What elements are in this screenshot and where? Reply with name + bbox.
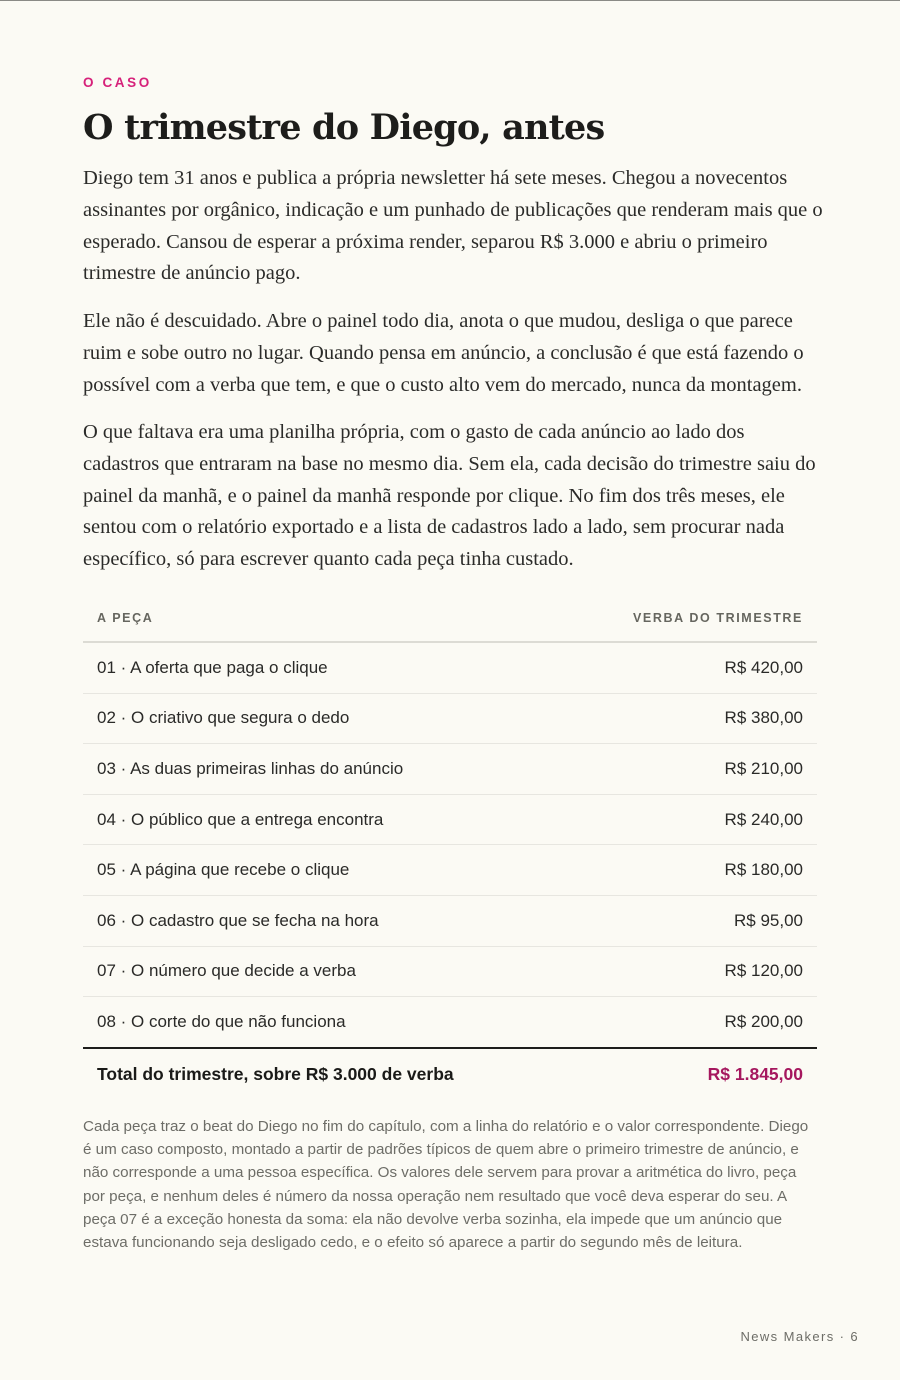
piece-amount: R$ 380,00	[568, 693, 817, 744]
table-row	[83, 794, 817, 845]
piece-name: 04 · O público que a entrega encontra	[83, 794, 568, 845]
section-kicker: O CASO	[83, 75, 152, 90]
piece-amount: R$ 420,00	[568, 642, 817, 693]
budget-table	[83, 594, 817, 1101]
total-row	[83, 1048, 817, 1101]
intro-paragraph-1: Diego tem 31 anos e publica a própria newsletter há sete meses. Chegou a novecentos assinantes por orgânico, indicação e um punhado de publicações que renderam mais que o esperado. Cansou de esperar a próxima render, separou R$ 3.000 e abriu o primeiro trimestre de anúncio pago.	[83, 167, 823, 285]
piece-name: 07 · O número que decide a verba	[83, 946, 568, 997]
piece-name: 02 · O criativo que segura o dedo	[83, 693, 568, 744]
footnote: Cada peça traz o beat do Diego no fim do capítulo, com a linha do relatório e o valor correspondente. Diego é um caso composto, montado a partir de padrões típicos de quem abre o primeiro trimestre de anúncio, e não corresponde a uma pessoa específica. Os valores dele servem para provar a aritmética do livro, peça por peça, e nenhum deles é número da nossa operação nem resultado que você deva esperar do seu. A peça 07 é a exceção honesta da soma: ela não devolve verba sozinha, ela impede que um anúncio que estava funcionando seja desligado cedo, e o efeito só aparece a partir do segundo mês de leitura.	[83, 1118, 809, 1252]
page-title: O trimestre do Diego, antes	[83, 107, 605, 148]
table-row	[83, 693, 817, 744]
piece-name: 05 · A página que recebe o clique	[83, 845, 568, 896]
column-header-budget: VERBA DO TRIMESTRE	[568, 594, 817, 642]
piece-amount: R$ 95,00	[568, 895, 817, 946]
piece-amount: R$ 200,00	[568, 997, 817, 1048]
intro-paragraph-2: Ele não é descuidado. Abre o painel todo dia, anota o que mudou, desliga o que parece ruim e sobe outro no lugar. Quando pensa em anúncio, a conclusão é que está fazendo o possível com a verba que tem, e que o custo alto vem do mercado, nunca da montagem.	[83, 310, 804, 396]
intro-paragraph-3: O que faltava era uma planilha própria, com o gasto de cada anúncio ao lado dos cadastros que entraram na base no mesmo dia. Sem ela, cada decisão do trimestre saiu do painel da manhã, e o painel da manhã responde por clique. No fim dos três meses, ele sentou com o relatório exportado e a lista de cadastros lado a lado, sem procurar nada específico, só para escrever quanto cada peça tinha custado.	[83, 421, 816, 571]
table-row	[83, 895, 817, 946]
piece-amount: R$ 120,00	[568, 946, 817, 997]
table-row	[83, 744, 817, 795]
piece-name: 06 · O cadastro que se fecha na hora	[83, 895, 568, 946]
piece-name: 01 · A oferta que paga o clique	[83, 642, 568, 693]
table-row	[83, 845, 817, 896]
total-amount: R$ 1.845,00	[707, 1064, 803, 1085]
table-row	[83, 642, 817, 693]
table-header-row	[83, 594, 817, 642]
table-row	[83, 946, 817, 997]
page-footer: News Makers · 6	[740, 1329, 859, 1344]
table-row	[83, 997, 817, 1048]
total-label: Total do trimestre, sobre R$ 3.000 de verba	[97, 1064, 454, 1085]
column-header-piece: A PEÇA	[83, 594, 568, 642]
piece-amount: R$ 240,00	[568, 794, 817, 845]
piece-name: 08 · O corte do que não funciona	[83, 997, 568, 1048]
piece-amount: R$ 210,00	[568, 744, 817, 795]
piece-name: 03 · As duas primeiras linhas do anúncio	[83, 744, 568, 795]
piece-amount: R$ 180,00	[568, 845, 817, 896]
